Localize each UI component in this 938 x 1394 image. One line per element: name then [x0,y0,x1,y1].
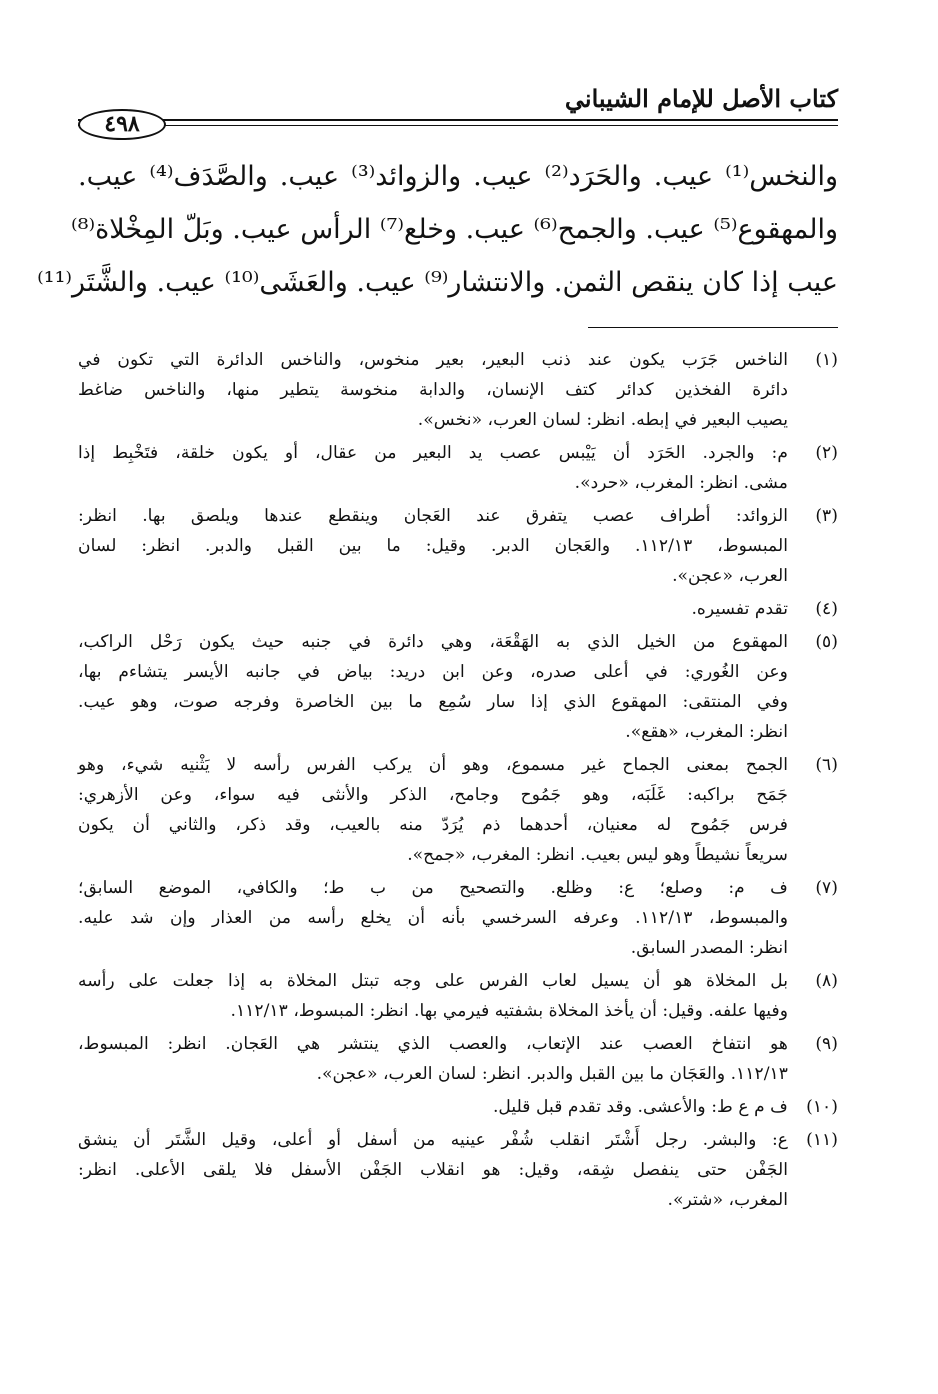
footnote-number: (٥) [815,632,838,652]
footnote-line: ف م: وصلع؛ ع: وظلع. والتصحيح من ب ط؛ والكافي، الموضع السابق؛ [78,878,788,898]
footnote-10 [78,1092,838,1122]
footnote-9 [78,1029,838,1089]
main-text-line: والنخس⁽¹⁾ عيب. والحَرَد⁽²⁾ عيب. والزوائد⁽³⁾ عيب. والصَّدَف⁽⁴⁾ عيب. [78,161,838,192]
footnote-5 [78,627,838,747]
footnote-3 [78,501,838,591]
footnotes [78,345,838,1218]
footnote-line: ع: والبشر. رجل أَشْتَر انقلب شُفْر عينيه من أسفل أو أعلى، وقيل الشَّتَر أن ينشق [78,1130,788,1150]
footnote-number: (١١) [806,1130,838,1150]
footnote-line: بل المخلاة هو أن يسيل لعاب الفرس على وجه تبتل المخلاة به إذا جعلت على رأسه [78,971,788,991]
footnote-11 [78,1125,838,1215]
footnote-number: (٣) [815,506,838,526]
footnote-line: وعن الغُوري: في أعلى صدره، وعن ابن دريد: بياض في جانبه الأيسر يتشاءم بها، [78,662,788,682]
footnote-2 [78,438,838,498]
footnote-number: (٧) [815,878,838,898]
header-rule [78,108,838,138]
header-rule-thick [78,119,838,121]
footnote-line: والمبسوط، ١١٢/١٣. وعرفه السرخسي بأنه أن يخلع رأسه من العذار وإن شد عليه. [78,908,788,928]
footnote-line: سريعاً نشيطاً وهو ليس بعيب. انظر: المغرب، «جمح». [407,845,788,865]
footnote-1 [78,345,838,435]
main-text-line: عيب إذا كان ينقص الثمن. والانتشار⁽⁹⁾ عيب. والعَشَى⁽¹⁰⁾ عيب. والشَّتَر⁽¹¹⁾ [37,267,838,298]
running-title: كتاب الأصل للإمام الشيباني [564,84,838,113]
footnote-7 [78,873,838,963]
footnote-line: المهقوع من الخيل الذي به الهَقْعَة، وهي دائرة في جنبه حيث يكون رَحْل الراكب، [78,632,788,652]
footnote-line: تقدم تفسيره. [691,599,788,619]
header-rule-thin [78,125,838,126]
footnote-line: يصيب البعير في إبطه. انظر: لسان العرب، «نخس». [417,410,788,430]
footnote-line: انظر: المغرب، «هقع». [625,722,788,742]
footnote-number: (٩) [815,1034,838,1054]
footnote-line: مشى. انظر: المغرب، «حرد». [574,473,788,493]
footnote-line: الناخس جَرَب يكون عند ذنب البعير، بعير منخوس، والناخس الدائرة التي تكون في [78,350,788,370]
footnote-number: (٨) [815,971,838,991]
footnote-line: المغرب، «شتر». [667,1190,788,1210]
footnote-line: المبسوط، ١١٢/١٣. والعَجان الدبر. وقيل: ما بين القبل والدبر. انظر: لسان [78,536,788,556]
footnote-number: (٢) [815,443,838,463]
footnote-4 [78,594,838,624]
footnote-6 [78,750,838,870]
footnote-line: جَمَح براكبه: غَلَبَه، وهو جَمُوح وجامح، الذكر والأنثى فيه سواء، وعن الأزهري: [78,785,788,805]
page-number: ٤٩٨ [78,109,166,140]
footnote-line: هو انتفاخ العصب عند الإتعاب، والعصب الذي ينتشر هي العَجان. انظر: المبسوط، [78,1034,788,1054]
footnote-line: دائرة الفخذين كدائر كتف الإنسان، والدابة منخوسة يتطير منها، والناخس ضاغط [78,380,788,400]
footnote-line: ف م ع ط: والأعشى. وقد تقدم قبل قليل. [492,1097,788,1117]
footnote-line: الزوائد: أطراف عصب يتفرق عند العَجان وينقطع عندها ويلصق بها. انظر: [78,506,788,526]
footnote-line: انظر: المصدر السابق. [630,938,788,958]
footnote-number: (٦) [815,755,838,775]
footnote-line: العرب، «عجن». [672,566,788,586]
footnote-8 [78,966,838,1026]
footnote-line: وفيها علفه. وقيل: أن يأخذ المخلاة بشفتيه فيرمي بها. انظر: المبسوط، ١١٢/١٣. [230,1001,788,1021]
footnote-line: وفي المنتقى: المهقوع الذي إذا سار سُمِع ما بين الخاصرة وفرجه صوت، وهو عيب. [78,692,788,712]
footnote-line: فرس جَمُوح له معنيان، أحدهما ذم يُرَدّ منه بالعيب، وقد ذكر، والثاني أن يكون [78,815,788,835]
footnote-line: الجمح بمعنى الجماح غير مسموع، وهو أن يركب الفرس رأسه لا يَثْنيه شيء، وهو [78,755,788,775]
footnote-line: م: والجرد. الحَرَد أن يَيْبس عصب يد البعير من عقال، أو يكون خلقة، فتَخْبِط إذا [78,443,788,463]
footnote-number: (١) [815,350,838,370]
footnote-number: (١٠) [806,1097,838,1117]
main-text [37,150,838,309]
footnote-line: ١١٢/١٣. والعَجَان ما بين القبل والدبر. انظر: لسان العرب، «عجن». [316,1064,788,1084]
footnote-line: الجَفْن حتى ينفصل شِقه، وقيل: هو انقلاب الجَفْن الأسفل فلا يلقى الأعلى. انظر: [78,1160,788,1180]
footnote-number: (٤) [815,599,838,619]
footnote-separator [588,327,838,328]
main-text-line: والمهقوع⁽⁵⁾ عيب. والجمح⁽⁶⁾ عيب. وخلع⁽⁷⁾ الرأس عيب. وبَلّ المِخْلاة⁽⁸⁾ [70,214,838,245]
